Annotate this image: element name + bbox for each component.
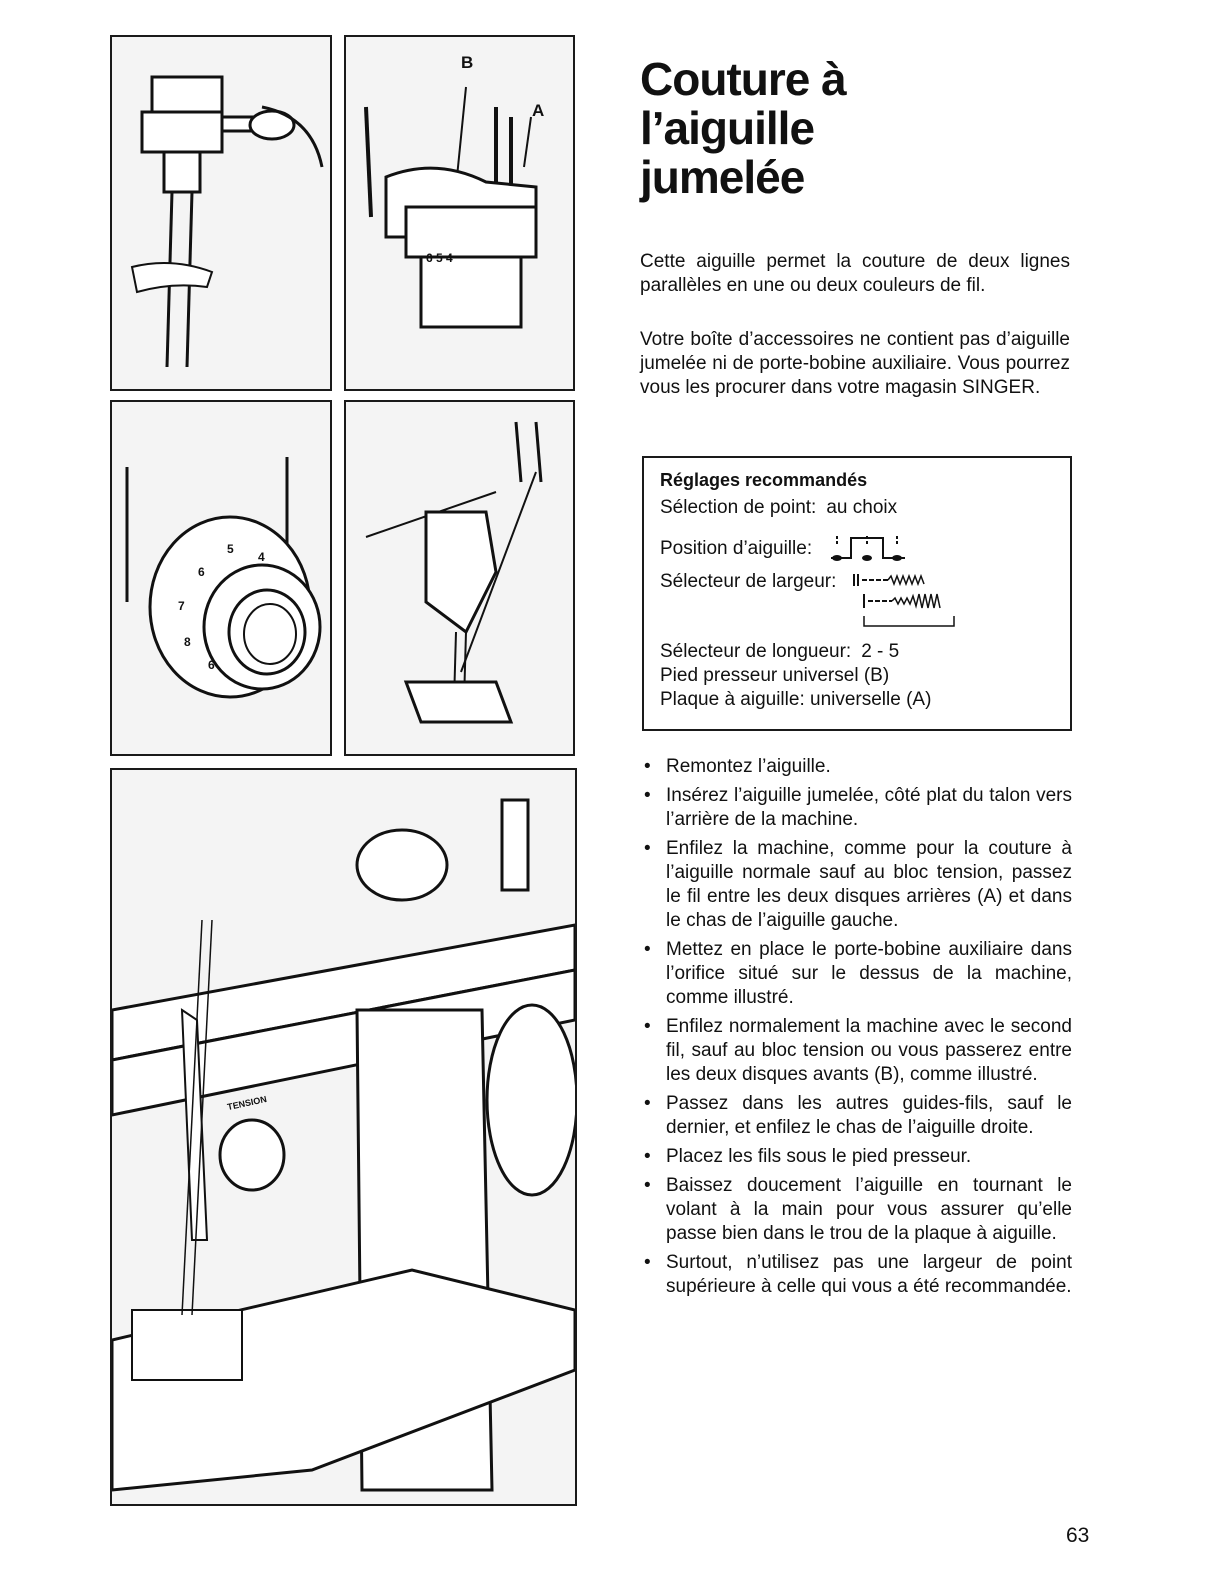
list-item: • Passez dans les autres guides-fils, sauf le dernier, et enfilez le chas de l’aiguille droite.: [644, 1093, 1072, 1138]
intro-paragraph: Votre boîte d’accessoires ne contient pas d’aiguille jumelée ni de porte-bobine auxiliaire. Vous pourrez vous les procurer dans votre magasin SINGER.: [640, 329, 1070, 398]
figure-needle-insertion: [110, 35, 332, 391]
list-item: • Mettez en place le porte-bobine auxiliaire dans l’orifice situé sur le dessus de la machine, comme illustré.: [644, 939, 1072, 1008]
page-number: 63: [1066, 1524, 1090, 1547]
list-item: • Remontez l’aiguille.: [644, 756, 831, 777]
title-line: Couture à: [640, 53, 846, 105]
width-label: Sélecteur de largeur:: [660, 571, 837, 592]
list-item-text: Mettez en place le porte-bobine auxiliaire dans l’orifice situé sur le dessus de la machine, comme illustré.: [666, 939, 1072, 1008]
list-item: • Placez les fils sous le pied presseur.: [644, 1146, 972, 1167]
settings-heading: Réglages recommandés: [660, 470, 868, 490]
page-title: [640, 55, 846, 202]
dial-number: 4: [258, 550, 265, 564]
list-item-text: Remontez l’aiguille.: [666, 756, 831, 777]
label-b: B: [461, 53, 474, 72]
instruction-list: [640, 755, 1072, 1304]
recommended-settings-box: [642, 456, 1072, 731]
dial-number: 8: [184, 635, 191, 649]
figure-presser-foot: [344, 400, 575, 756]
list-item: • Enfilez normalement la machine avec le second fil, sauf au bloc tension ou vous passerez entre les deux disques avants (B), comme illustré.: [644, 1016, 1072, 1085]
presser-foot-drawing: [346, 402, 573, 754]
list-item-text: Enfilez normalement la machine avec le second fil, sauf au bloc tension ou vous passerez entre les deux disques avants (B), comme illustré.: [666, 1016, 1072, 1085]
title-line: l’aiguille: [640, 102, 815, 154]
dial-number: 6: [208, 658, 215, 672]
stitch-value: au choix: [826, 497, 898, 518]
width-selector-row: [660, 570, 988, 636]
list-item: • Enfilez la machine, comme pour la couture à l’aiguille normale sauf au bloc tension, passez le fil entre les deux disques arrières (A) et dans le chas de l’aiguille gauche.: [644, 838, 1072, 931]
dial-number: 7: [178, 599, 185, 613]
length-value: 2 - 5: [861, 641, 900, 662]
list-item: • Baissez doucement l’aiguille en tournant le volant à la main pour vous assurer qu’elle passe bien dans le trou de la plaque à aiguille.: [644, 1175, 1072, 1244]
list-item: • Surtout, n’utilisez pas une largeur de point supérieure à celle qui vous a été recommandée.: [644, 1252, 1072, 1297]
needle-clamp-drawing: [112, 37, 330, 389]
figure-tension-dial: [110, 400, 332, 756]
presser-foot-setting: Pied presseur universel (B): [660, 665, 890, 686]
title-line: jumelée: [640, 151, 805, 203]
list-item-text: Baissez doucement l’aiguille en tournant le volant à la main pour vous assurer qu’elle passe bien dans le trou de la plaque à aiguille.: [666, 1175, 1072, 1244]
needle-position-icon: [829, 534, 909, 564]
machine-drawing: [112, 770, 575, 1504]
length-selector-row: [660, 640, 899, 664]
figure-tension-discs: [344, 35, 575, 391]
needle-plate-setting: Plaque à aiguille: universelle (A): [660, 689, 932, 710]
dial-number: 5: [227, 542, 234, 556]
needle-position-label: Position d’aiguille:: [660, 538, 813, 560]
label-a: A: [532, 101, 545, 120]
stitch-selection-row: [660, 496, 897, 520]
length-label: Sélecteur de longueur:: [660, 641, 852, 662]
width-selector-icon: [848, 570, 988, 636]
dial-top-numbers: 6 5 4: [426, 251, 453, 265]
dial-number: 6: [198, 565, 205, 579]
tension-dial-drawing: [112, 402, 330, 754]
tension-discs-drawing: [346, 37, 573, 389]
figure-machine: [110, 768, 577, 1506]
list-item-text: Surtout, n’utilisez pas une largeur de point supérieure à celle qui vous a été recommandée.: [666, 1252, 1072, 1297]
stitch-label: Sélection de point:: [660, 497, 817, 518]
list-item-text: Passez dans les autres guides-fils, sauf le dernier, et enfilez le chas de l’aiguille droite.: [666, 1093, 1072, 1138]
needle-position-row: [660, 534, 909, 564]
list-item: • Insérez l’aiguille jumelée, côté plat du talon vers l’arrière de la machine.: [644, 785, 1072, 830]
list-item-text: Enfilez la machine, comme pour la couture à l’aiguille normale sauf au bloc tension, passez le fil entre les deux disques arrières (A) et dans le chas de l’aiguille gauche.: [666, 838, 1072, 931]
machine-tension-label: TENSION: [226, 1093, 268, 1113]
intro-paragraph: Cette aiguille permet la couture de deux lignes parallèles en une ou deux couleurs de fil.: [640, 251, 1070, 296]
list-item-text: Placez les fils sous le pied presseur.: [666, 1146, 972, 1167]
list-item-text: Insérez l’aiguille jumelée, côté plat du talon vers l’arrière de la machine.: [666, 785, 1072, 830]
